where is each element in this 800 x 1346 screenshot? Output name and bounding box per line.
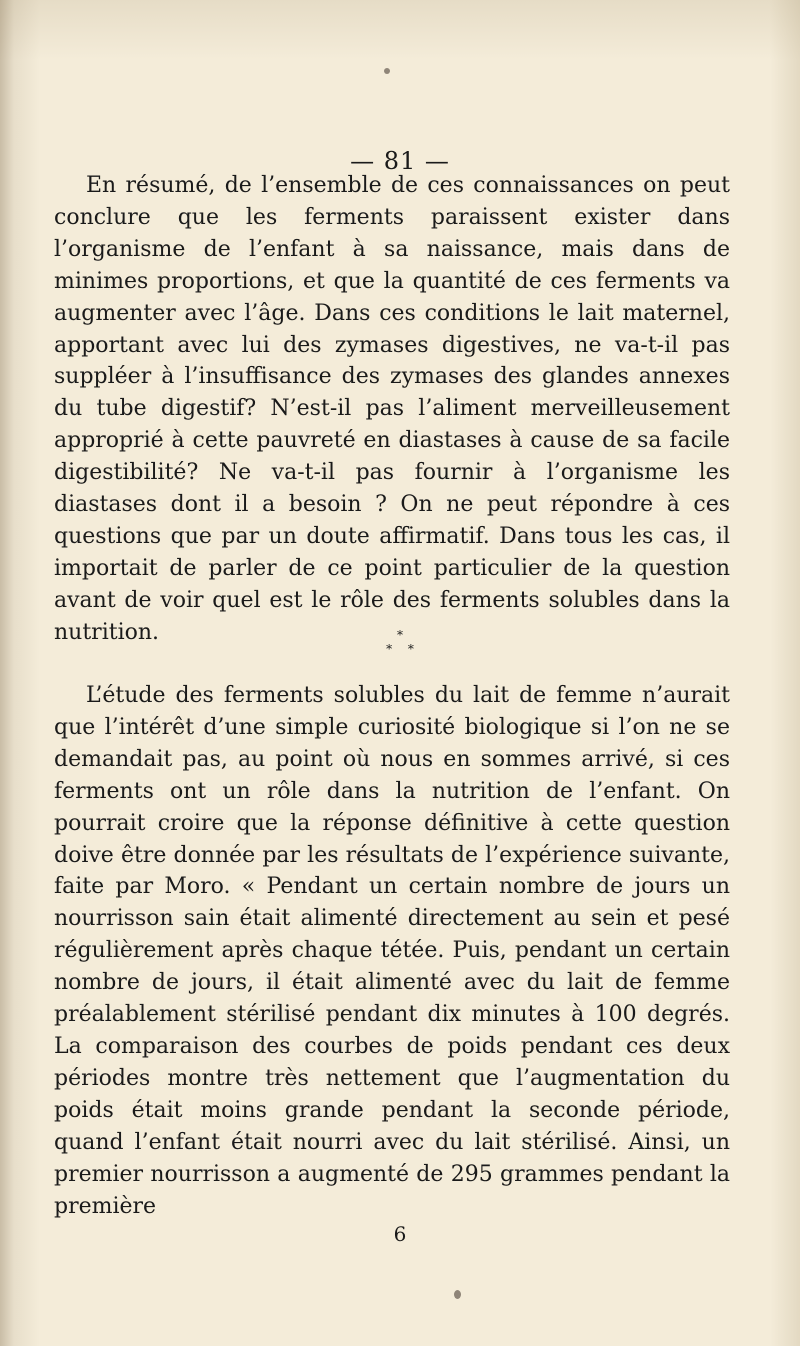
ink-spot: [454, 1290, 461, 1299]
ink-spot: [384, 68, 390, 74]
separator-star-top: *: [397, 628, 403, 642]
separator-stars-bottom: * *: [386, 642, 420, 656]
paragraph-2: L’étude des ferments solubles du lait de femme n’aurait que l’intérêt d’une simple curiosité biologique si l’on ne se demandait pas, au point où nous en sommes arrivé, si ces ferments ont un rôle dans la nutrition de l’enfant. On pourrait croire que la réponse définitive à cette question doive être donnée par les résultats de l’expérience suivante, faite par Moro. « Pendant un certain nombre de jours un nourrisson sain était alimenté directement au sein et pesé régulièrement après chaque tétée. Puis, pendant un certain nombre de jours, il était alimenté avec du lait de femme préalablement stérilisé pendant dix minutes à 100 degrés. La comparaison des courbes de poids pendant ces deux périodes montre très nettement que l’augmentation du poids était moins grande pendant la seconde période, quand l’enfant était nourri avec du lait stérilisé. Ainsi, un premier nourrisson a augmenté de 295 grammes pendant la première: [54, 683, 730, 1219]
paragraph-1: En résumé, de l’ensemble de ces connaissances on peut conclure que les ferments paraissent exister dans l’organisme de l’enfant à sa naissance, mais dans de minimes proportions, et que la quantité de ces ferments va augmenter avec l’âge. Dans ces conditions le lait maternel, apportant avec lui des zymases digestives, ne va-t-il pas suppléer à l’insuffisance des zymases des glandes annexes du tube digestif? N’est-il pas l’aliment merveilleusement approprié à cette pauvreté en diastases à cause de sa facile digestibilité? Ne va-t-il pas fournir à l’organisme les diastases dont il a besoin ? On ne peut répondre à ces questions que par un doute affirmatif. Dans tous les cas, il importait de parler de ce point particulier de la question avant de voir quel est le rôle des ferments solubles dans la nutrition.: [54, 173, 730, 645]
section-separator: [0, 628, 800, 656]
signature-mark: 6: [393, 1222, 407, 1246]
page-number: — 81 —: [350, 147, 450, 175]
